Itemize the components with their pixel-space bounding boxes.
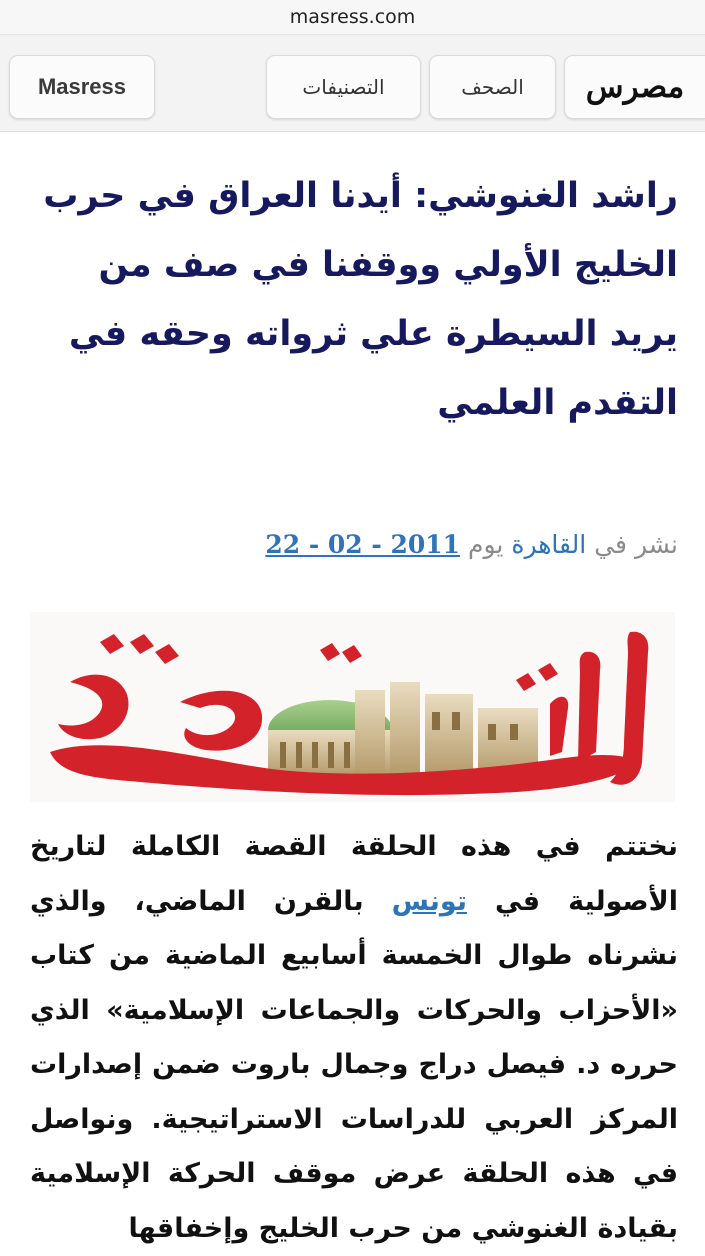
tunisia-link[interactable]: تونس xyxy=(391,885,467,917)
categories-button[interactable]: التصنيفات xyxy=(266,55,421,119)
article-title: راشد الغنوشي: أيدنا العراق في حرب الخليج الأولي ووقفنا في صف من يريد السيطرة علي ثرواته وحقه في التقدم العلمي xyxy=(43,176,678,423)
newspapers-button[interactable]: الصحف xyxy=(429,55,556,119)
source-logo-image xyxy=(30,612,675,802)
address-bar[interactable] xyxy=(0,0,705,34)
body-text-part2: بالقرن الماضي، والذي نشرناه طوال الخمسة أسابيع الماضية من كتاب «الأحزاب والحركات والجماعات الإسلامية» الذي حرره د. فيصل دراج وجمال باروت ضمن إصدارات المركز العربي للدراسات الاستراتيجية. ونواصل في هذه الحلقة عرض موقف الحركة الإسلامية بقيادة الغنوشي من حرب الخليج وإخفاقها xyxy=(30,885,678,1244)
article-body xyxy=(30,820,678,1256)
top-navigation xyxy=(0,34,705,132)
home-button[interactable]: Masress xyxy=(9,55,155,119)
site-logo: مصرس xyxy=(585,69,685,105)
source-link[interactable]: القاهرة xyxy=(511,530,587,559)
date-link[interactable]: 22 - 02 - 2011 xyxy=(265,530,461,559)
published-prefix: نشر في xyxy=(594,530,678,559)
article-meta xyxy=(30,530,678,559)
source-logo-graphic xyxy=(30,612,675,802)
day-word: يوم xyxy=(468,530,504,559)
site-logo-button[interactable] xyxy=(564,55,705,119)
body-text-part1: نختتم في هذه الحلقة القصة الكاملة لتاريخ الأصولية في xyxy=(30,831,678,917)
url-text: masress.com xyxy=(289,6,416,28)
